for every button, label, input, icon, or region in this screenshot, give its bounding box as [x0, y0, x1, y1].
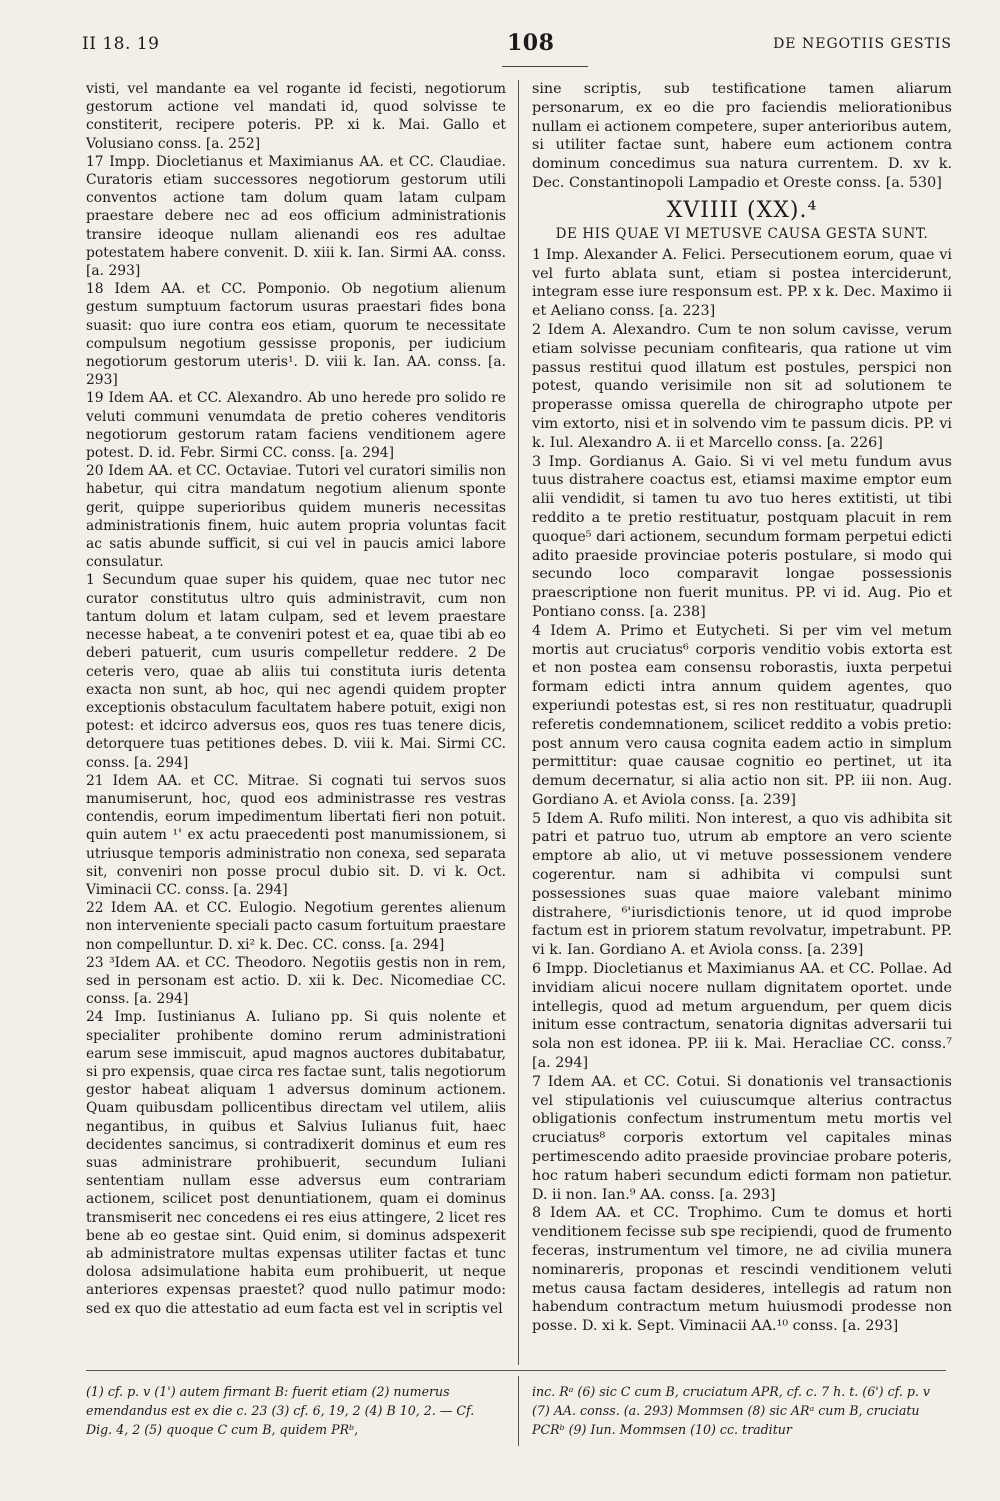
title-number: XVIIII (XX).⁴	[666, 197, 818, 223]
paragraph: 7 Idem AA. et CC. Cotui. Si donationis vel transactionis vel stipulationis vel cuiuscumque alterius contractus obligationis confectum instrumentum metu mortis vel cruciatus⁸ corporis extortum vel capitales minas pertimescendo adito praeside provinciae probare poteris, hoc ratum haberi secundum edicti formam non patietur. D. ii non. Ian.⁹ AA. conss. [a. 293]	[532, 1073, 952, 1203]
footnote-rule	[86, 1370, 946, 1371]
title-text: DE HIS QUAE VI METUSVE CAUSA GESTA SUNT.	[555, 225, 929, 242]
paragraph: 19 Idem AA. et CC. Alexandro. Ab uno herede pro solido re veluti communi venumdata de pretio coheres venditoris negotiorum gestorum ratam faciens venditionem agere potest. D. id. Febr. Sirmi CC. conss. [a. 294]	[86, 390, 506, 462]
paragraph: sine scriptis, sub testificatione tamen aliarum personarum, ex eo die pro faciendis meliorationibus nullam ei actionem competere, super anterioribus autem, si utiliter factae sunt, habere eum actionem contra dominum concedimus sua natura currentem. D. xv k. Dec. Constantinopoli Lampadio et Oreste conss. [a. 530]	[532, 81, 952, 191]
paragraph: 21 Idem AA. et CC. Mitrae. Si cognati tui servos suos manumiserunt, hoc, quod eos administrasse res vestras contendis, eorum impedimentum libertati fieri non potuit. quin autem ¹' ex actu praecedenti post manumissionem, si utriusque temporis administratio non conexa, sed separata sit, conveniri non posse procul dubio sit. D. vi k. Oct. Viminacii CC. conss. [a. 294]	[86, 772, 506, 898]
paragraph: 1 Imp. Alexander A. Felici. Persecutionem eorum, quae vi vel furto ablata sunt, etiam si postea interciderunt, integram esse iure responsum est. PP. x k. Dec. Maximo ii et Aeliano conss. [a. 223]	[532, 246, 952, 320]
paragraph: 23 ³Idem AA. et CC. Theodoro. Negotiis gestis non in rem, sed in personam est actio. D. xii k. Dec. Nicomediae CC. conss. [a. 294]	[86, 954, 506, 1008]
paragraph: 17 Impp. Diocletianus et Maximianus AA. et CC. Claudiae. Curatoris etiam successores negotiorum gestorum utili conventos actione tam dolum quam latam culpam praestare debere nec ad eos officium administrationis transire ideoque nullam alienandi eos res adultae potestatem habere convenit. D. xiii k. Ian. Sirmi AA. conss. [a. 293]	[86, 153, 506, 280]
running-head	[82, 30, 952, 62]
running-title: DE NEGOTIIS GESTIS	[773, 36, 952, 52]
right-column	[532, 80, 952, 1336]
paragraph: 4 Idem A. Primo et Eutycheti. Si per vim vel metum mortis aut cruciatus⁶ corporis venditio vobis extorta est et non postea eam consensu roborastis, iuxta perpetui formam edicti intra annum quidem agentes, quo experiundi potestas est, si res non restituatur, quadrupli referetis condemnationem, scilicet reddito a vobis pretio: post annum vero causa cognita eadem actio in simplum permittitur: quae causae cognitio eo pertinet, ut ita demum decernatur, si alia actio non sit. PP. iii non. Aug. Gordiano A. et Aviola conss. [a. 239]	[532, 622, 952, 808]
footnote-divider	[518, 1376, 519, 1446]
page-number: 108	[507, 30, 555, 56]
paragraph: 20 Idem AA. et CC. Octaviae. Tutori vel curatori similis non habetur, qui citra mandatum negotium alienum sponte gerit, quippe superioribus quidem muneris necessitas administrationis finem, huic autem propria voluntas facit ac satis abunde sufficit, si cui vel in paucis amici labore consulatur.	[86, 463, 506, 571]
paragraph: 24 Imp. Iustinianus A. Iuliano pp. Si quis nolente et specialiter prohibente domino rerum administrationi earum sese immiscuit, apud magnos auctores dubitabatur, si pro expensis, quae circa res factae sunt, talis negotiorum gestor habeat aliquam 1 adversus dominum actionem. Quam quibusdam pollicentibus directam vel utilem, aliis negantibus, in quibus et Salvius Iulianus fuit, haec decidentes sancimus, si contradixerit dominus et eum res suas administrare prohibuerit, secundum Iuliani sententiam nullam esse adversus eum contrariam actionem, scilicet post denuntiationem, quam ei dominus transmiserit nec concedens ei res eius attingere, 2 licet res bene ab eo gestae sint. Quid enim, si dominus adspexerit ab administratore multas expensas utiliter factas et tunc dolosa adsimulatione habita eum prohibuerit, ut neque anteriores expensas praestet? quod nullo patimur modo: sed ex quo die attestatio ad eum facta est vel in scriptis vel	[86, 1009, 507, 1317]
paragraph: 6 Impp. Diocletianus et Maximianus AA. et CC. Pollae. Ad invidiam alicui nocere nullam dignitatem oportet. unde intellegis, quod ad metum arguendum, per quem dicis initum esse contractum, senatoria dignitas adversarii tui sola non est idonea. PP. iii k. Mai. Heracliae CC. conss.⁷ [a. 294]	[532, 961, 952, 1072]
paragraph: 5 Idem A. Rufo militi. Non interest, a quo vis adhibita sit patri et patruo tuo, utrum ab emptore an vero sciente emptore ab alio, ut vi metuve possessionem vendere cogerentur. nam si adhibita vi compulsi sunt possessiones suas quae maiore valebant minimo distrahere, ⁶'iurisdictionis tenore, ut id quod improbe factum est in priorem statum revolvatur, impetrabunt. PP. vi k. Ian. Gordiano A. et Aviola conss. [a. 239]	[532, 810, 952, 959]
footnotes-left: (1) cf. p. v (1') autem firmant B: fuerit etiam (2) numerus emendandus est ex die c. 23 (3) cf. 6, 19, 2 (4) B 10, 2. — Cf. Dig. 4, 2 (5) quoque C cum B, quidem PRᵇ,	[86, 1384, 475, 1437]
left-column	[86, 80, 506, 1318]
paragraph: 3 Imp. Gordianus A. Gaio. Si vi vel metu fundum avus tuus distrahere coactus est, etiamsi maxime emptor eum alii vendidit, si tamen tu avo tuo heres extitisti, ut tibi reddito a te pretio restituatur, postquam placuit in rem quoque⁵ dari actionem, secundum formam perpetui edicti adito praeside provinciae poteris postulare, si modo qui secundo loco comparavit longae possessionis praescriptione non fuerit munitus. PP. vi id. Aug. Pio et Pontiano conss. [a. 238]	[532, 453, 952, 620]
column-divider	[518, 80, 519, 1365]
paragraph: 22 Idem AA. et CC. Eulogio. Negotium gerentes alienum non interveniente speciali pacto casum fortuitum praestare non compelluntur. D. xi² k. Dec. CC. conss. [a. 294]	[86, 900, 506, 953]
paragraph: 1 Secundum quae super his quidem, quae nec tutor nec curator constitutus ultro quis administravit, cum non tantum dolum et latam culpam, sed et levem praestare necesse habeat, a te conveniri potest et ea, quae tibi ab eo deberi patuerit, cum usuris compelletur reddere. 2 De ceteris vero, quae ab aliis tui constituta iuris detenta exacta non sunt, ab hoc, qui nec agendi quidem propter exceptionis obstaculum facultatem habere potuit, exigi non potest: et idcirco adversus eos, quos res tuas tenere dicis, detorquere tuas petitiones debes. D. viii k. Mai. Sirmi CC. conss. [a. 294]	[86, 572, 506, 771]
paragraph: 18 Idem AA. et CC. Pomponio. Ob negotium alienum gestum sumptuum factorum usuras praestari fides bona suasit: quo iure contra eos etiam, quorum te necessitate compulsum negotium gessisse proponis, per iudicium negotiorum gestorum uteris¹. D. viii k. Ian. AA. conss. [a. 293]	[86, 281, 506, 389]
section-reference: II 18. 19	[82, 34, 160, 54]
footnotes-right: inc. Rᵃ (6) sic C cum B, cruciatum APR, cf. c. 7 h. t. (6') cf. p. v (7) AA. conss. (a. 293) Mommsen (8) sic ARᵃ cum B, cruciatu PCRᵇ (9) Iun. Mommsen (10) cc. traditur	[532, 1384, 931, 1437]
paragraph: 8 Idem AA. et CC. Trophimo. Cum te domus et horti venditionem fecisse sub spe recipiendi, quod de frumento feceras, instrumentum vel timore, ne ad civilia munera nominareris, proponas et rescindi venditionem veluti metus causa factam desideres, intellegis ad ratum non habendum contractum metum huiusmodi prodesse non posse. D. xi k. Sept. Viminacii AA.¹⁰ conss. [a. 293]	[532, 1205, 952, 1335]
title-heading	[532, 197, 952, 244]
header-rule	[502, 66, 588, 67]
paragraph: 2 Idem A. Alexandro. Cum te non solum cavisse, verum etiam solvisse pecuniam confitearis, qua ratione ut vim passus restitui quod illatum est postules, perspici non potest, quando verisimile non sit ad solutionem te properasse omissa querella de chirographo utpote per vim extorto, nisi et in solvendo vim te passum dicis. PP. vi k. Iul. Alexandro A. ii et Marcello conss. [a. 226]	[532, 321, 952, 451]
paragraph: visti, vel mandante ea vel rogante id fecisti, negotiorum gestorum actione vel mandati id, quod solvisse te constiterit, recipere poteris. PP. xi k. Mai. Gallo et Volusiano conss. [a. 252]	[86, 81, 506, 152]
